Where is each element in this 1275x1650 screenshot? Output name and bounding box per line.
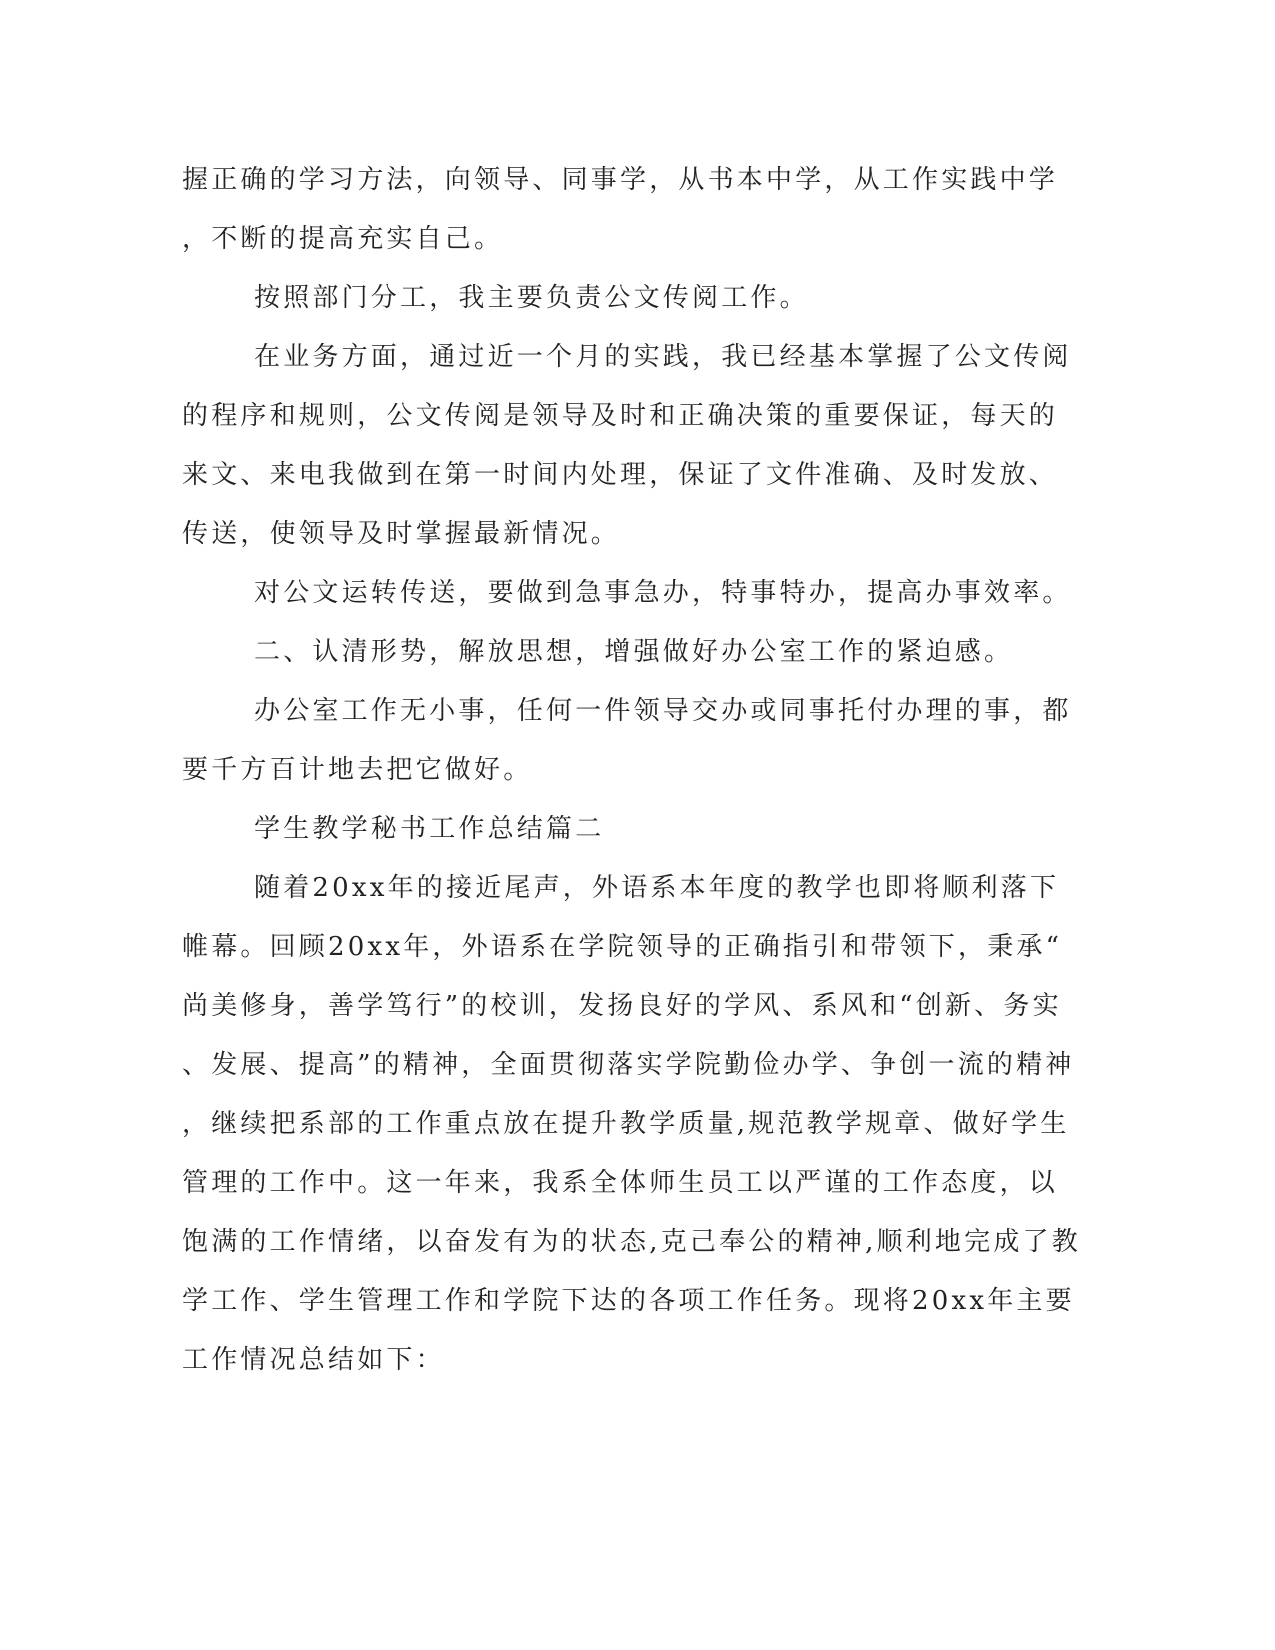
text-line: ，继续把系部的工作重点放在提升教学质量,规范教学规章、做好学生 [182,1109,1070,1139]
text-line: 握正确的学习方法，向领导、同事学，从书本中学，从工作实践中学 [182,165,1059,195]
paragraph-first-line: 在业务方面，通过近一个月的实践，我已经基本掌握了公文传阅 [254,342,1072,372]
section-heading: 二、认清形势，解放思想，增强做好办公室工作的紧迫感。 [254,637,1014,667]
paragraph-first-line: 办公室工作无小事，任何一件领导交办或同事托付办理的事，都 [254,696,1072,726]
text-line: 帷幕。回顾20xx年，外语系在学院领导的正确指引和带领下，秉承“ [182,932,1063,962]
article-title: 学生教学秘书工作总结篇二 [254,814,605,844]
paragraph-first-line: 随着20xx年的接近尾声，外语系本年度的教学也即将顺利落下 [254,873,1060,903]
text-line: 传送，使领导及时掌握最新情况。 [182,519,621,549]
paragraph-first-line: 对公文运转传送，要做到急事急办，特事特办，提高办事效率。 [254,578,1072,608]
text-line: 饱满的工作情绪，以奋发有为的状态,克己奉公的精神,顺利地完成了教 [182,1227,1081,1257]
text-line: 学工作、学生管理工作和学院下达的各项工作任务。现将20xx年主要 [182,1286,1075,1316]
paragraph-first-line: 按照部门分工，我主要负责公文传阅工作。 [254,283,809,313]
text-line: 的程序和规则，公文传阅是领导及时和正确决策的重要保证，每天的 [182,401,1059,431]
text-line: 要千方百计地去把它做好。 [182,755,533,785]
text-line: 尚美修身，善学笃行”的校训，发扬良好的学风、系风和“创新、务实 [182,991,1062,1021]
text-line: ，不断的提高充实自己。 [182,224,504,254]
text-line: 工作情况总结如下： [182,1345,445,1375]
text-line: 管理的工作中。这一年来，我系全体师生员工以严谨的工作态度，以 [182,1168,1059,1198]
text-line: 、发展、提高”的精神，全面贯彻落实学院勤俭办学、争创一流的精神 [182,1050,1075,1080]
text-line: 来文、来电我做到在第一时间内处理，保证了文件准确、及时发放、 [182,460,1059,490]
